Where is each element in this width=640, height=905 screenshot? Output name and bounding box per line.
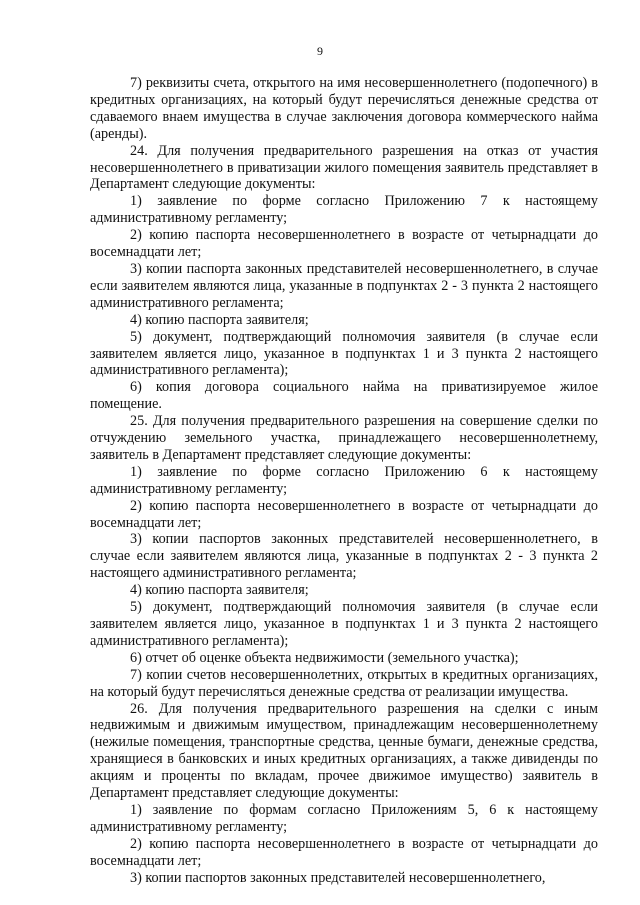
paragraph-26-item-1: 1) заявление по формам согласно Приложениям 5, 6 к настоящему административному регламенту; <box>90 801 598 835</box>
paragraph-24-item-1: 1) заявление по форме согласно Приложению 7 к настоящему административному регламенту; <box>90 193 598 227</box>
paragraph-24-item-5: 5) документ, подтверждающий полномочия заявителя (в случае если заявителем является лицо, указанное в подпунктах 1 и 3 пункта 2 настоящего административного регламента); <box>90 328 598 379</box>
paragraph-25-item-7: 7) копии счетов несовершеннолетних, открытых в кредитных организациях, на который будут перечисляться денежные средства от реализации имущества. <box>90 666 598 700</box>
paragraph-26-item-2: 2) копию паспорта несовершеннолетнего в возрасте от четырнадцати до восемнадцати лет; <box>90 835 598 869</box>
paragraph-26-item-3: 3) копии паспортов законных представителей несовершеннолетнего, <box>130 869 546 886</box>
paragraph-24-item-2: 2) копию паспорта несовершеннолетнего в возрасте от четырнадцати до восемнадцати лет; <box>90 227 598 261</box>
page-body <box>90 75 598 887</box>
paragraph-25-item-4: 4) копию паспорта заявителя; <box>130 582 309 599</box>
paragraph-25-item-5: 5) документ, подтверждающий полномочия заявителя (в случае если заявителем является лицо, указанное в подпунктах 1 и 3 пункта 2 настоящего административного регламента); <box>90 599 598 649</box>
paragraph-25-item-6: 6) отчет об оценке объекта недвижимости (земельного участка); <box>130 649 519 666</box>
paragraph-24-item-4: 4) копию паспорта заявителя; <box>130 311 309 328</box>
paragraph-24-intro: 24. Для получения предварительного разрешения на отказ от участия несовершеннолетнего в приватизации жилого помещения заявитель представляет в Департамент следующие документы: <box>90 142 598 193</box>
paragraph-25-item-2: 2) копию паспорта несовершеннолетнего в возрасте от четырнадцати до восемнадцати лет; <box>90 497 598 531</box>
paragraph-24-item-6: 6) копия договора социального найма на приватизируемое жилое помещение. <box>90 379 598 413</box>
paragraph-24-item-3: 3) копии паспорта законных представителей несовершеннолетнего, в случае если заявителем являются лица, указанные в подпунктах 2 - 3 пункта 2 настоящего административного регламента; <box>90 260 598 311</box>
paragraph-26-intro: 26. Для получения предварительного разрешения на сделки с иным недвижимым и движимым имуществом, принадлежащим несовершеннолетнему (нежилые помещения, транспортные средства, ценные бумаги, денежные средства, хранящиеся в банковских и иных кредитных организациях, а также дивиденды по акциям и проценты по вкладам, прочее движимое имущество) заявитель в Департамент представляет следующие документы: <box>90 700 598 802</box>
paragraph-25-intro: 25. Для получения предварительного разрешения на совершение сделки по отчуждению земельного участка, принадлежащего несовершеннолетнему, заявитель в Департамент представляет следующие документы: <box>90 413 598 463</box>
page-number: 9 <box>317 44 323 58</box>
paragraph-25-item-1: 1) заявление по форме согласно Приложению 6 к настоящему административному регламенту; <box>90 463 598 497</box>
paragraph-7-bank-details: 7) реквизиты счета, открытого на имя несовершеннолетнего (подопечного) в кредитных организациях, на который будут перечисляться денежные средства от сдаваемого внаем имущества в случае заключения договора коммерческого найма (аренды). <box>90 75 598 142</box>
paragraph-25-item-3: 3) копии паспортов законных представителей несовершеннолетнего, в случае если заявителем являются лица, указанные в подпунктах 2 - 3 пункта 2 настоящего административного регламента; <box>90 531 598 582</box>
